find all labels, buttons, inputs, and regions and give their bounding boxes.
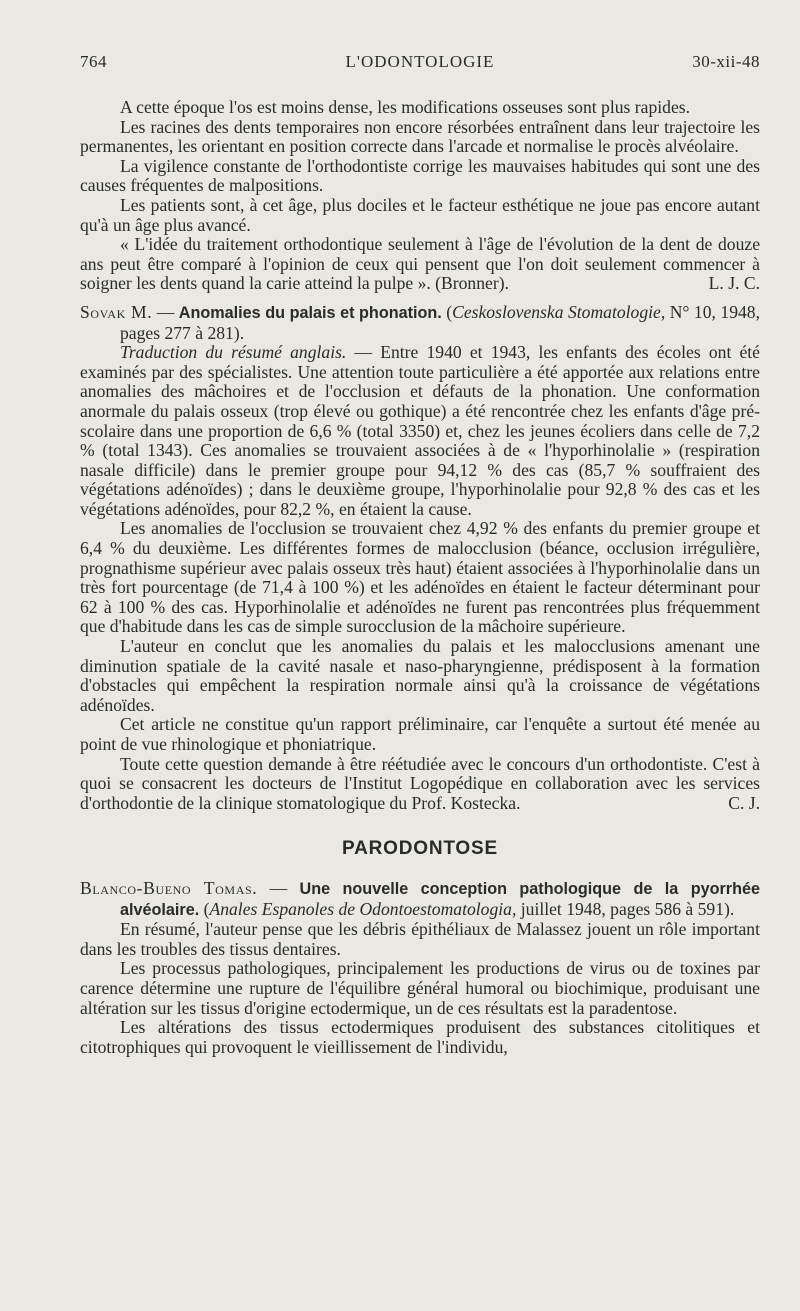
translation-label: Traduction du résumé anglais.	[120, 342, 347, 363]
paragraph: Les anomalies de l'occlusion se trouvaient chez 4,92 % des enfants du premier groupe et 6,4 % du deuxième. Les différentes formes de malocclusion (béance, occlusion irrégulière, prognathisme supérieur avec palais osseux très haut) étaient associées à l'hyporhinolalie dans un très fort pourcentage (de 71,4 à 100 %) et les adénoïdes en étaient le facteur déterminant pour 62 à 100 % des cas. Hyporhinolalie et adénoïdes ne furent pas rencontrées plus fréquemment que d'habitude dans les cas de simple surocclusion de la mâchoire supérieure.	[80, 518, 760, 637]
paragraph-with-signature	[80, 755, 760, 814]
article-citation	[80, 879, 760, 920]
citation-author: Sovak M.	[80, 301, 153, 322]
paragraph: Les processus pathologiques, principalement les productions de virus ou de toxines par carence détermine une rupture de l'équilibre général humoral ou biochimique, produisant une altération sur les tissus d'origine ectodermique, un de ces résultats est la paradentose.	[80, 958, 760, 1018]
paragraph: La vigilence constante de l'orthodontiste corrige les mauvaises habitudes qui sont une des causes fréquentes de malpositions.	[80, 155, 760, 196]
article-citation	[80, 303, 760, 343]
paragraph-text: « L'idée du traitement orthodontique seulement à l'âge de l'évolution de la dent de douze ans peut être comparé à l'opinion de ceux qui pensent que l'on doit seulement commencer à soigner les dents quand la carie atteind la pulpe ». (Bronner).	[80, 234, 760, 294]
citation-details: juillet 1948, pages 586 à 591).	[516, 898, 735, 919]
author-signature: C. J.	[728, 792, 760, 813]
issue-date: 30-xii-48	[692, 52, 760, 71]
citation-open: (	[199, 898, 210, 919]
article-body	[80, 98, 760, 1057]
paragraph: L'auteur en conclut que les anomalies du palais et les malocclusions amenant une diminution spatiale de la cavité nasale et naso-pharyngienne, prédisposent à la formation d'obstacles qui empêchent la respiration normale ainsi qu'à la croissance de végétations adénoïdes.	[80, 636, 760, 715]
paragraph: Cet article ne constitue qu'un rapport préliminaire, car l'enquête a surtout été menée au point de vue rhinologique et phoniatrique.	[80, 714, 760, 754]
paragraph	[80, 343, 760, 519]
article-orthodontics-continued	[80, 98, 760, 294]
citation-dash: —	[257, 877, 300, 898]
article-blanco-bueno	[80, 879, 760, 1057]
journal-title: L'ODONTOLOGIE	[345, 52, 495, 71]
paragraph: Les racines des dents temporaires non encore résorbées entraînent dans leur trajectoire les permanentes, les orientant en position correcte dans l'arcade et normalise le procès alvéolaire.	[80, 116, 760, 157]
paragraph: Les altérations des tissus ectodermiques produisent des substances citolitiques et citotrophiques qui provoquent le vieillissement de l'individu,	[80, 1017, 760, 1057]
article-sovak	[80, 303, 760, 813]
paragraph: En résumé, l'auteur pense que les débris épithéliaux de Malassez jouent un rôle important dans les troubles des tissus dentaires.	[80, 919, 760, 959]
paragraph: A cette époque l'os est moins dense, les modifications osseuses sont plus rapides.	[120, 97, 690, 117]
page-number: 764	[80, 52, 107, 71]
citation-title: Anomalies du palais et phonation.	[178, 303, 442, 322]
paragraph-text: — Entre 1940 et 1943, les enfants des écoles ont été examinés par des spécialistes. Une attention toute particulière a été apportée aux relations entre anomalies des mâchoires et de l'occlusion et défauts de la phonation. Une conformation anormale du palais osseux (trop élevé ou gothique) a été rencontrée chez les enfants d'âge pré-scolaire dans une proportion de 6,6 % (total 3350) et, chez les jeunes écoliers dans celle de 7,2 % (total 1343). Ces anomalies se trouvaient associées à de « l'hyporhinolalie » (respiration nasale difficile) dans le premier groupe pour 94,12 % des cas (85,7 % souffraient des végétations adénoïdes) ; dans le deuxième groupe, l'hyporhinolalie pour 92,8 % des cas et les végétations adénoïdes, pour 82,2 %, en étaient la cause.	[80, 342, 760, 519]
paragraph-text: Toute cette question demande à être réétudiée avec le concours d'un orthodontiste. C'est à quoi se consacrent les docteurs de l'Institut Logopédique en collaboration avec les services d'orthodontie de la clinique stomatologique du Prof. Kostecka.	[80, 753, 760, 813]
running-header	[80, 52, 760, 76]
citation-author: Blanco-Bueno Tomas.	[80, 877, 258, 898]
citation-dash: —	[152, 301, 179, 322]
citation-source: Anales Espanoles de Odontoestomatologia,	[209, 898, 517, 919]
section-heading: PARODONTOSE	[342, 838, 498, 860]
citation-details: N° 10, 1948, pages 277 à 281).	[120, 301, 760, 343]
citation-source: Ceskoslovenska Stomatologie,	[452, 301, 666, 322]
author-signature: L. J. C.	[708, 273, 760, 294]
paragraph: Les patients sont, à cet âge, plus dociles et le facteur esthétique ne joue pas encore autant qu'à un âge plus avancé.	[80, 194, 760, 235]
paragraph-with-signature	[80, 235, 760, 294]
citation-title: Une nouvelle conception pathologique de la pyorrhée alvéolaire.	[120, 879, 760, 919]
citation-open: (	[441, 301, 453, 322]
